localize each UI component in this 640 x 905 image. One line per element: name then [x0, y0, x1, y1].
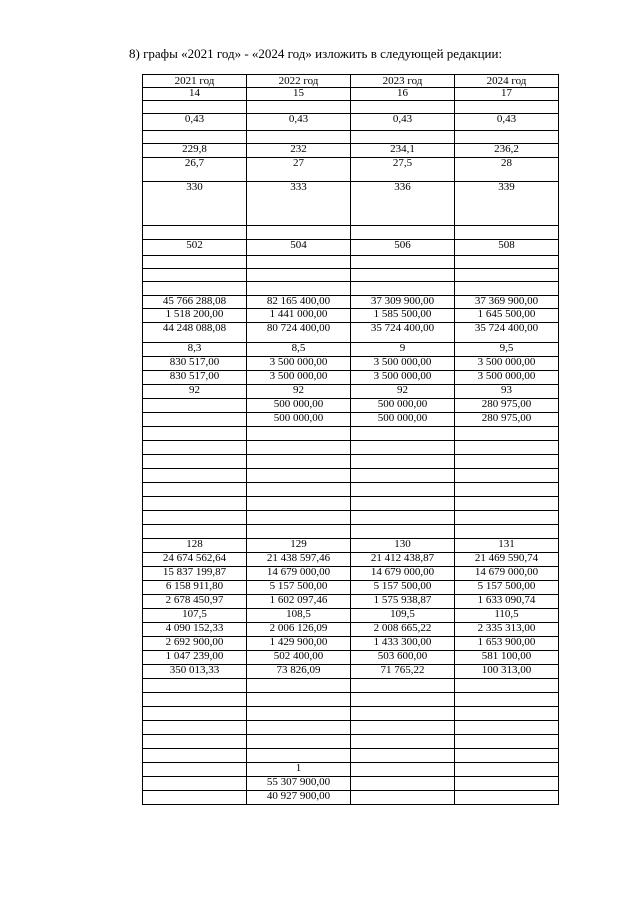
table-row [143, 144, 559, 158]
cell-2023 [351, 721, 455, 735]
cell-2022: 3 500 000,00 [247, 357, 351, 371]
cell-2024 [455, 511, 559, 525]
cell-2022: 27 [247, 158, 351, 182]
cell-2023: 5 157 500,00 [351, 581, 455, 595]
table-row [143, 256, 559, 269]
cell-2022: 504 [247, 240, 351, 256]
cell-2023: 21 412 438,87 [351, 553, 455, 567]
cell-2023: 0,43 [351, 114, 455, 131]
table-row [143, 269, 559, 282]
cell-2021: 0,43 [143, 114, 247, 131]
cell-2024 [455, 101, 559, 114]
cell-2024: 21 469 590,74 [455, 553, 559, 567]
cell-2021 [143, 777, 247, 791]
cell-2022 [247, 525, 351, 539]
cell-2022: 82 165 400,00 [247, 296, 351, 309]
table-row [143, 114, 559, 131]
cell-2024 [455, 763, 559, 777]
cell-2024 [455, 749, 559, 763]
cell-2023 [351, 497, 455, 511]
cell-2021 [143, 455, 247, 469]
cell-2022: 1 441 000,00 [247, 309, 351, 323]
cell-2022: 5 157 500,00 [247, 581, 351, 595]
cell-2024: 100 313,00 [455, 665, 559, 679]
cell-2024 [455, 441, 559, 455]
cell-2023: 92 [351, 385, 455, 399]
table-row [143, 469, 559, 483]
cell-2021 [143, 413, 247, 427]
table-row [143, 707, 559, 721]
cell-2023: 503 600,00 [351, 651, 455, 665]
cell-2022 [247, 497, 351, 511]
cell-2021: 107,5 [143, 609, 247, 623]
table-row [143, 101, 559, 114]
cell-2022: 0,43 [247, 114, 351, 131]
cell-2023: 1 433 300,00 [351, 637, 455, 651]
cell-2021 [143, 721, 247, 735]
cell-2023 [351, 469, 455, 483]
cell-2024: 280 975,00 [455, 413, 559, 427]
cell-2021: 14 [143, 88, 247, 101]
cell-2024 [455, 777, 559, 791]
cell-2023 [351, 226, 455, 240]
table-row [143, 539, 559, 553]
cell-2022 [247, 282, 351, 296]
table-row [143, 343, 559, 357]
table-row [143, 88, 559, 101]
cell-2022 [247, 101, 351, 114]
table-row [143, 679, 559, 693]
cell-2024: 5 157 500,00 [455, 581, 559, 595]
table-row [143, 296, 559, 309]
table-row [143, 427, 559, 441]
cell-2023 [351, 256, 455, 269]
table-row [143, 637, 559, 651]
table-body [143, 88, 559, 805]
cell-2024: 1 633 090,74 [455, 595, 559, 609]
cell-2022: 73 826,09 [247, 665, 351, 679]
cell-2023: 336 [351, 182, 455, 226]
cell-2023 [351, 101, 455, 114]
table-row [143, 357, 559, 371]
cell-2021: 45 766 288,08 [143, 296, 247, 309]
table-row [143, 721, 559, 735]
cell-2023: 9 [351, 343, 455, 357]
cell-2024 [455, 707, 559, 721]
cell-2021: 830 517,00 [143, 371, 247, 385]
cell-2022 [247, 679, 351, 693]
cell-2024 [455, 427, 559, 441]
cell-2024: 93 [455, 385, 559, 399]
cell-2024: 0,43 [455, 114, 559, 131]
cell-2022 [247, 226, 351, 240]
cell-2023: 506 [351, 240, 455, 256]
table-row [143, 777, 559, 791]
cell-2021 [143, 131, 247, 144]
table-row [143, 609, 559, 623]
table-row [143, 455, 559, 469]
cell-2024: 1 653 900,00 [455, 637, 559, 651]
cell-2022 [247, 131, 351, 144]
cell-2023 [351, 693, 455, 707]
cell-2023: 1 575 938,87 [351, 595, 455, 609]
table-row [143, 693, 559, 707]
table-row [143, 385, 559, 399]
cell-2024 [455, 226, 559, 240]
cell-2023: 37 309 900,00 [351, 296, 455, 309]
cell-2023 [351, 427, 455, 441]
cell-2021: 24 674 562,64 [143, 553, 247, 567]
cell-2022: 40 927 900,00 [247, 791, 351, 805]
cell-2023 [351, 707, 455, 721]
cell-2023 [351, 679, 455, 693]
cell-2022: 55 307 900,00 [247, 777, 351, 791]
cell-2021: 2 678 450,97 [143, 595, 247, 609]
cell-2024 [455, 735, 559, 749]
table-row [143, 791, 559, 805]
cell-2021 [143, 791, 247, 805]
cell-2024: 2 335 313,00 [455, 623, 559, 637]
cell-2024 [455, 693, 559, 707]
cell-2021 [143, 511, 247, 525]
budget-table [142, 74, 559, 805]
cell-2021: 2 692 900,00 [143, 637, 247, 651]
cell-2022: 500 000,00 [247, 413, 351, 427]
cell-2023 [351, 455, 455, 469]
cell-2022: 80 724 400,00 [247, 323, 351, 343]
cell-2024 [455, 131, 559, 144]
cell-2022 [247, 455, 351, 469]
cell-2024 [455, 469, 559, 483]
table-row [143, 323, 559, 343]
cell-2023 [351, 791, 455, 805]
cell-2023: 3 500 000,00 [351, 357, 455, 371]
table-row [143, 226, 559, 240]
cell-2024 [455, 455, 559, 469]
table-row [143, 735, 559, 749]
table-row [143, 581, 559, 595]
table-row [143, 497, 559, 511]
cell-2022: 15 [247, 88, 351, 101]
cell-2021 [143, 256, 247, 269]
cell-2022 [247, 427, 351, 441]
cell-2022: 2 006 126,09 [247, 623, 351, 637]
cell-2024 [455, 256, 559, 269]
cell-2023 [351, 131, 455, 144]
cell-2021 [143, 749, 247, 763]
cell-2023: 500 000,00 [351, 413, 455, 427]
cell-2024: 236,2 [455, 144, 559, 158]
cell-2024 [455, 791, 559, 805]
table-row [143, 399, 559, 413]
cell-2023: 1 585 500,00 [351, 309, 455, 323]
cell-2022 [247, 469, 351, 483]
cell-2021 [143, 101, 247, 114]
cell-2021: 830 517,00 [143, 357, 247, 371]
cell-2021: 92 [143, 385, 247, 399]
cell-2023: 71 765,22 [351, 665, 455, 679]
cell-2021 [143, 226, 247, 240]
cell-2021: 350 013,33 [143, 665, 247, 679]
cell-2024 [455, 679, 559, 693]
cell-2024: 35 724 400,00 [455, 323, 559, 343]
cell-2022: 1 602 097,46 [247, 595, 351, 609]
table-row [143, 240, 559, 256]
table-row [143, 282, 559, 296]
cell-2022: 1 [247, 763, 351, 777]
cell-2024 [455, 483, 559, 497]
cell-2022: 92 [247, 385, 351, 399]
cell-2022: 21 438 597,46 [247, 553, 351, 567]
cell-2021: 229,8 [143, 144, 247, 158]
table-row [143, 623, 559, 637]
cell-2024: 581 100,00 [455, 651, 559, 665]
cell-2023: 2 008 665,22 [351, 623, 455, 637]
cell-2022: 8,5 [247, 343, 351, 357]
cell-2022: 14 679 000,00 [247, 567, 351, 581]
cell-2022 [247, 511, 351, 525]
table-row [143, 763, 559, 777]
cell-2023: 500 000,00 [351, 399, 455, 413]
cell-2022 [247, 735, 351, 749]
cell-2024: 1 645 500,00 [455, 309, 559, 323]
cell-2023 [351, 777, 455, 791]
table-row [143, 413, 559, 427]
cell-2021 [143, 269, 247, 282]
cell-2021: 44 248 088,08 [143, 323, 247, 343]
cell-2021: 1 047 239,00 [143, 651, 247, 665]
cell-2023 [351, 763, 455, 777]
cell-2021: 502 [143, 240, 247, 256]
table-row [143, 483, 559, 497]
table-row [143, 525, 559, 539]
cell-2021: 128 [143, 539, 247, 553]
table-row [143, 749, 559, 763]
cell-2023: 234,1 [351, 144, 455, 158]
cell-2023: 27,5 [351, 158, 455, 182]
cell-2022: 129 [247, 539, 351, 553]
cell-2021 [143, 427, 247, 441]
cell-2024: 37 369 900,00 [455, 296, 559, 309]
cell-2021: 4 090 152,33 [143, 623, 247, 637]
cell-2023: 130 [351, 539, 455, 553]
cell-2022 [247, 256, 351, 269]
cell-2021: 1 518 200,00 [143, 309, 247, 323]
cell-2024 [455, 497, 559, 511]
table-row [143, 553, 559, 567]
column-header-2024: 2024 год [455, 75, 559, 88]
cell-2023 [351, 525, 455, 539]
cell-2022 [247, 693, 351, 707]
cell-2022 [247, 441, 351, 455]
cell-2021 [143, 707, 247, 721]
cell-2021: 15 837 199,87 [143, 567, 247, 581]
cell-2021 [143, 282, 247, 296]
page-heading: 8) графы «2021 год» - «2024 год» изложить в следующей редакции: [129, 46, 503, 61]
table-row [143, 511, 559, 525]
cell-2022 [247, 483, 351, 497]
column-header-2022: 2022 год [247, 75, 351, 88]
cell-2023 [351, 749, 455, 763]
cell-2021 [143, 483, 247, 497]
table-row [143, 441, 559, 455]
cell-2023 [351, 282, 455, 296]
cell-2022: 333 [247, 182, 351, 226]
cell-2023 [351, 735, 455, 749]
cell-2022: 500 000,00 [247, 399, 351, 413]
table-row [143, 158, 559, 182]
cell-2021 [143, 679, 247, 693]
cell-2021: 6 158 911,80 [143, 581, 247, 595]
cell-2023 [351, 269, 455, 282]
cell-2024 [455, 525, 559, 539]
table-row [143, 651, 559, 665]
cell-2022: 232 [247, 144, 351, 158]
table-row [143, 182, 559, 226]
cell-2023: 16 [351, 88, 455, 101]
cell-2021: 8,3 [143, 343, 247, 357]
cell-2021 [143, 497, 247, 511]
cell-2022 [247, 721, 351, 735]
cell-2022 [247, 749, 351, 763]
cell-2024 [455, 269, 559, 282]
cell-2021 [143, 399, 247, 413]
table-row [143, 131, 559, 144]
cell-2021 [143, 763, 247, 777]
table-row [143, 595, 559, 609]
cell-2024: 131 [455, 539, 559, 553]
table-header-row [143, 75, 559, 88]
cell-2022 [247, 269, 351, 282]
cell-2022: 108,5 [247, 609, 351, 623]
cell-2021 [143, 735, 247, 749]
cell-2024: 28 [455, 158, 559, 182]
table-row [143, 567, 559, 581]
cell-2023 [351, 511, 455, 525]
column-header-2023: 2023 год [351, 75, 455, 88]
cell-2024: 339 [455, 182, 559, 226]
cell-2022: 3 500 000,00 [247, 371, 351, 385]
cell-2024: 9,5 [455, 343, 559, 357]
cell-2023: 35 724 400,00 [351, 323, 455, 343]
cell-2024: 14 679 000,00 [455, 567, 559, 581]
cell-2022 [247, 707, 351, 721]
table-row [143, 371, 559, 385]
cell-2023 [351, 483, 455, 497]
cell-2023 [351, 441, 455, 455]
cell-2021 [143, 525, 247, 539]
cell-2024: 3 500 000,00 [455, 357, 559, 371]
cell-2022: 1 429 900,00 [247, 637, 351, 651]
cell-2021 [143, 469, 247, 483]
cell-2021: 330 [143, 182, 247, 226]
cell-2023: 3 500 000,00 [351, 371, 455, 385]
column-header-2021: 2021 год [143, 75, 247, 88]
table-row [143, 309, 559, 323]
cell-2024: 280 975,00 [455, 399, 559, 413]
cell-2021 [143, 693, 247, 707]
cell-2024: 508 [455, 240, 559, 256]
cell-2023: 109,5 [351, 609, 455, 623]
cell-2024 [455, 282, 559, 296]
cell-2021 [143, 441, 247, 455]
cell-2022: 502 400,00 [247, 651, 351, 665]
cell-2021: 26,7 [143, 158, 247, 182]
cell-2024: 3 500 000,00 [455, 371, 559, 385]
cell-2024 [455, 721, 559, 735]
cell-2024: 110,5 [455, 609, 559, 623]
cell-2024: 17 [455, 88, 559, 101]
cell-2023: 14 679 000,00 [351, 567, 455, 581]
table-row [143, 665, 559, 679]
